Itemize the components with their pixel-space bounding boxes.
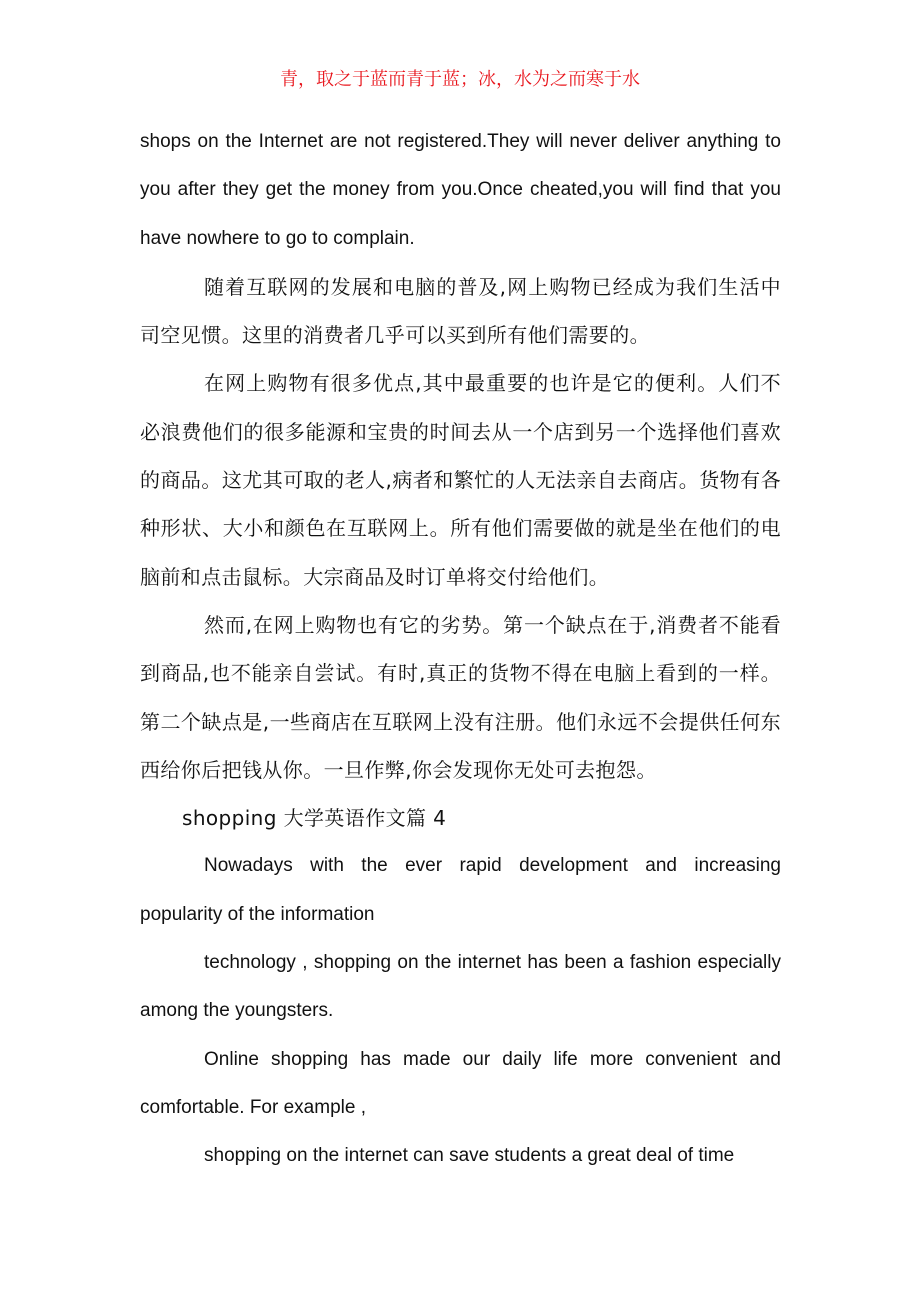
- paragraph-cn-advantages: 在网上购物有很多优点,其中最重要的也许是它的便利。人们不必浪费他们的很多能源和宝贵的时间去从一个店到另一个选择他们喜欢的商品。这尤其可取的老人,病者和繁忙的人无法亲自去商店。货物有各种形状、大小和颜色在互联网上。所有他们需要做的就是坐在他们的电脑前和点击鼠标。大宗商品及时订单将交付给他们。: [140, 371, 781, 589]
- paragraph-continuation: shops on the Internet are not registered.They will never deliver anything to you after they get the money from you.Once cheated,you will find that you have nowhere to go to complain.: [140, 131, 781, 249]
- page-header-slogan: 青，取之于蓝而青于蓝；冰，水为之而寒于水: [280, 69, 640, 90]
- paragraph-en-convenience: Online shopping has made our daily life more convenient and comfortable. For example ,: [140, 1048, 781, 1118]
- paragraph-en-intro: Nowadays with the ever rapid development and increasing popularity of the information: [140, 855, 781, 925]
- paragraph-en-save-time: shopping on the internet can save students a great deal of time: [204, 1145, 735, 1167]
- paragraph-en-technology: technology , shopping on the internet has been a fashion especially among the youngsters.: [140, 952, 781, 1022]
- paragraph-cn-intro: 随着互联网的发展和电脑的普及,网上购物已经成为我们生活中司空见惯。这里的消费者几乎可以买到所有他们需要的。: [140, 274, 781, 348]
- essay-heading: shopping 大学英语作文篇 4: [182, 806, 447, 831]
- paragraph-cn-disadvantages: 然而,在网上购物也有它的劣势。第一个缺点在于,消费者不能看到商品,也不能亲自尝试。有时,真正的货物不得在电脑上看到的一样。第二个缺点是,一些商店在互联网上没有注册。他们永远不会提供任何东西给你后把钱从你。一旦作弊,你会发现你无处可去抱怨。: [140, 612, 781, 782]
- document-body: [140, 118, 781, 1181]
